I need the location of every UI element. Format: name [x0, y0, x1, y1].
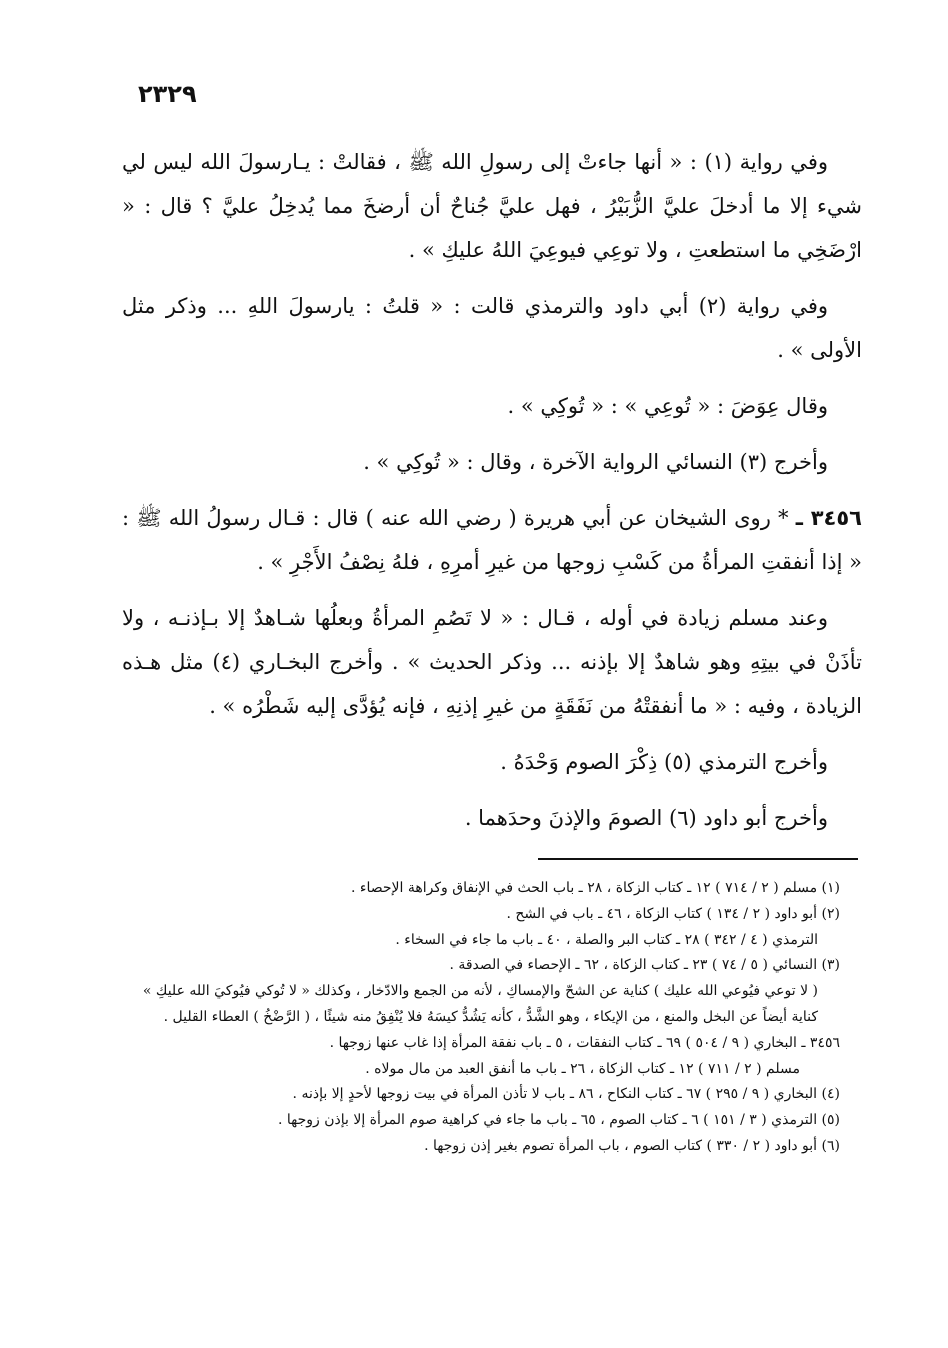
footnote-2-tirmidhi: الترمذي ( ٤ / ٣٤٢ ) ٢٨ ـ كتاب البر والصلة ، ٤٠ ـ باب ما جاء في السخاء . — [395, 931, 818, 948]
hadith-3456 — [122, 496, 862, 584]
paragraph-tirmidhi: وأخرج الترمذي (٥) ذِكْرَ الصوم وَحْدَهُ . — [500, 750, 828, 774]
footnote-3: (٣) النسائي ( ٥ / ٧٤ ) ٢٣ ـ كتاب الزكاة ، ٦٢ ـ الإحصاء في الصدقة . — [449, 957, 840, 974]
footnote-5: (٥) الترمذي ( ٣ / ١٥١ ) ٦ ـ كتاب الصوم ، ٦٥ ـ باب ما جاء في كراهية صوم المرأة إلا بإذن زوجها . — [277, 1112, 840, 1129]
footnote-1: (١) مسلم ( ٢ / ٧١٤ ) ١٢ ـ كتاب الزكاة ، ٢٨ ـ باب الحث في الإنفاق وكراهة الإحصاء . — [351, 880, 840, 896]
hadith-number: ٣٤٥٦ ـ — [795, 506, 862, 530]
footnote-4: (٤) البخاري ( ٩ / ٢٩٥ ) ٦٧ ـ كتاب النكاح ، ٨٦ ـ باب لا تأذن المرأة في بيت زوجها لأحدٍ إلا بإذنه . — [292, 1086, 840, 1103]
footnote-3456: ٣٤٥٦ ـ البخاري ( ٩ / ٥٠٤ ) ٦٩ ـ كتاب النفقات ، ٥ ـ باب نفقة المرأة إذا غاب عنها زوجها . — [329, 1034, 840, 1051]
paragraph-riwaya-1: وفي رواية (١) : « أنها جاءتْ إلى رسولِ الله ﷺ ، فقالتْ : يـارسولَ الله ليس لي شيء إلا ما أدخلَ عليَّ الزُّبَيْرُ ، فهل عليَّ جُناحٌ أن أرضخَ مما يُدخِلُ عليَّ ؟ قال : « ارْضَخِي ما استطعتِ ، ولا توعِي فيوعِيَ اللهُ عليكِ » . — [122, 150, 862, 262]
hadith-text: * روى الشيخان عن أبي هريرة ( رضي الله عنه ) قال : قـال رسولُ الله ﷺ : « إذا أنفقتِ المرأةُ من كَسْبِ زوجها من غيرِ أمرِهِ ، فلهُ نِصْفُ الأَجْرِ » . — [122, 506, 862, 574]
page-number: ٢٣٢٩ — [138, 80, 197, 108]
paragraph-muslim-addition: وعند مسلم زيادة في أوله ، قـال : « لا تَصُمِ المرأةُ وبعلُها شـاهدٌ إلا بـإذنـه ، ولا تأذَنْ في بيتِهِ وهو شاهدٌ إلا بإذنه ... وذكر الحديث » . وأخرج البخـاري (٤) مثل هـذه الزيادة ، وفيه : « ما أنفقتْهُ من نَفَقَةٍ من غيرِ إذنِهِ ، فإنه يُؤدَّى إليه شَطْرُه » . — [122, 606, 862, 718]
footnotes — [130, 876, 840, 1160]
footnote-2: (٢) أبو داود ( ٢ / ١٣٤ ) كتاب الزكاة ، ٤٦ ـ باب في الشح . — [506, 905, 840, 922]
paragraph-iwad: وقال عِوَضَ : « تُوعِي » : « تُوكِي » . — [507, 394, 828, 418]
footnote-divider — [538, 858, 858, 860]
footnote-3-explanation: ( لا توعي فيُوعي الله عليك ) كناية عن الشحّ والإمساكِ ، لأنه من الجمع والادّخار ، وكذلك « لا تُوكي فيُوكيَ الله عليكِ » كناية أيضاً عن البخل والمنع ، من الإيكاء ، وهو الشَّدُّ ، كأنه يَشُدُّ كيسَهُ فلا يُنْفِقُ منه شيئًا ، ( الرَّضْخُ ) العطاء القليل . — [142, 983, 818, 1025]
footnote-3456-muslim: مسلم ( ٢ / ٧١١ ) ١٢ ـ كتاب الزكاة ، ٢٦ ـ باب ما أنفق العبد من مال مولاه . — [365, 1060, 800, 1077]
paragraph-abu-dawud: وأخرج أبو داود (٦) الصومَ والإذنَ وحدَهما . — [464, 806, 828, 830]
main-text — [122, 140, 862, 852]
paragraph-nasai: وأخرج (٣) النسائي الرواية الآخرة ، وقال : « تُوكِي » . — [363, 450, 828, 474]
footnote-6: (٦) أبو داود ( ٢ / ٣٣٠ ) كتاب الصوم ، باب المرأة تصوم بغير إذن زوجها . — [424, 1137, 840, 1154]
paragraph-riwaya-2: وفي رواية (٢) أبي داود والترمذي قالت : « قلتُ : يارسولَ اللهِ ... وذكر مثل الأولى » . — [122, 294, 862, 362]
